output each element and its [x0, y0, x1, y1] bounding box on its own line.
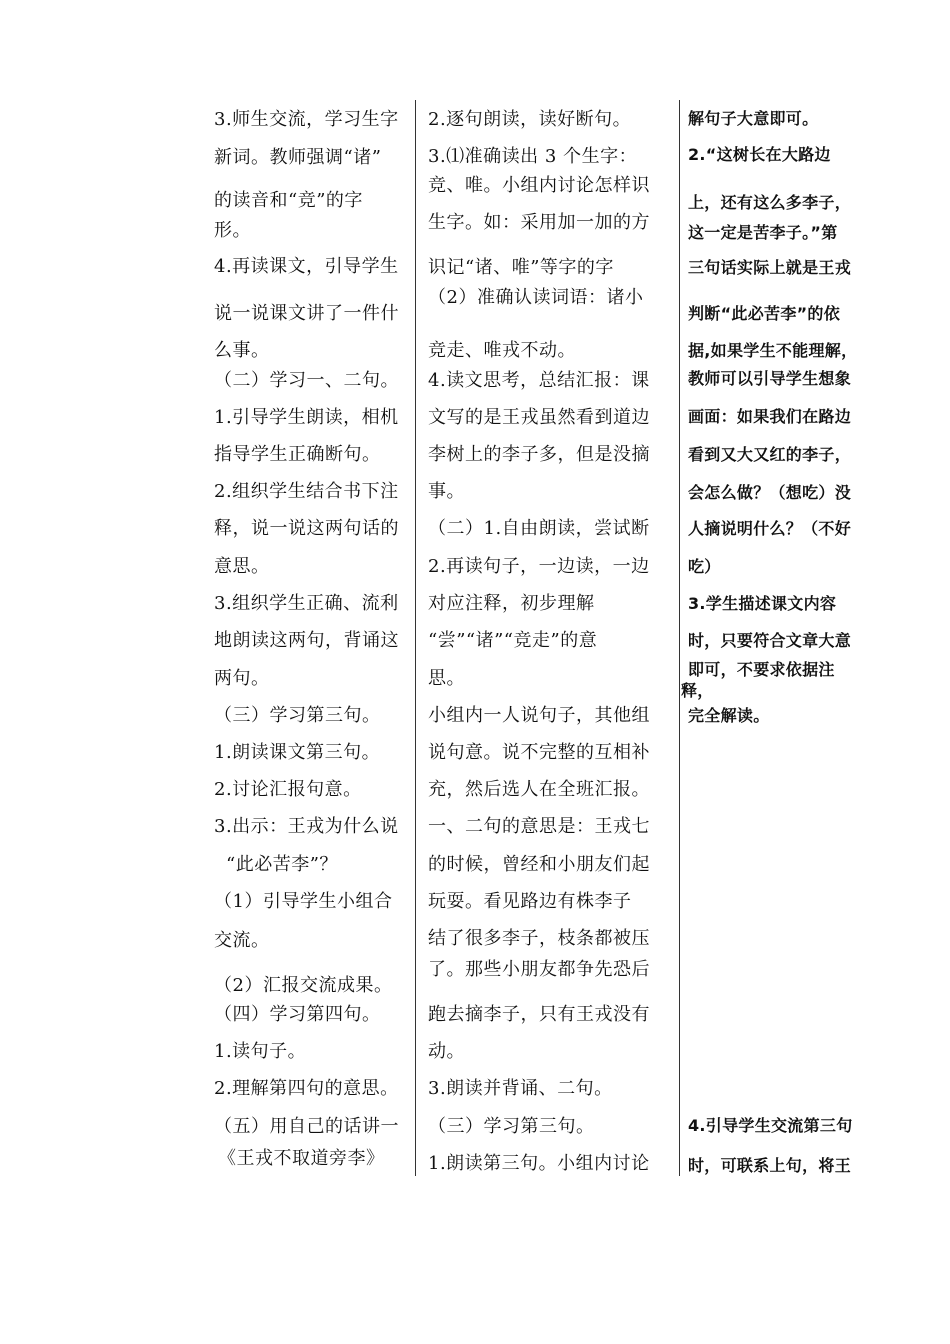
text-line: 的读音和“竞”的字	[214, 190, 363, 211]
text-line: 指导学生正确断句。	[214, 444, 381, 465]
text-line: 时，只要符合文章大意	[688, 631, 852, 650]
text-line: 画面：如果我们在路边	[688, 407, 852, 426]
text-line: 思。	[428, 668, 465, 689]
text-line: 4.再读课文，引导学生	[214, 256, 399, 277]
text-line: 一、二句的意思是：王戎七	[428, 816, 650, 837]
text-line: 的时候，曾经和小朋友们起	[428, 854, 650, 875]
text-line: 教师可以引导学生想象	[688, 369, 852, 388]
text-line: 释，说一说这两句话的	[214, 518, 399, 539]
text-line: 两句。	[214, 668, 270, 689]
text-line: 2.理解第四句的意思。	[214, 1078, 399, 1099]
text-line: 3.⑴准确读出 3 个生字：	[428, 146, 638, 167]
text-line: （二）学习一、二句。	[214, 370, 399, 391]
column-divider-left	[415, 100, 416, 1176]
text-line: 1.读句子。	[214, 1041, 307, 1062]
text-line: 说句意。说不完整的互相补	[428, 742, 650, 763]
text-line: 1.引导学生朗读，相机	[214, 407, 399, 428]
text-line: 2.组织学生结合书下注	[214, 481, 399, 502]
text-line: 3.学生描述课文内容	[688, 594, 837, 613]
text-line: 文写的是王戎虽然看到道边	[428, 407, 650, 428]
text-line: 对应注释，初步理解	[428, 593, 595, 614]
text-line: 据,如果学生不能理解，	[688, 341, 858, 360]
text-line: 玩耍。看见路边有株李子	[428, 891, 632, 912]
text-line: 4.引导学生交流第三句	[688, 1116, 853, 1135]
text-line: 会怎么做？（想吃）没	[688, 483, 852, 502]
text-line: 时，可联系上句，将王	[688, 1156, 852, 1175]
text-line: （五）用自己的话讲一	[214, 1116, 399, 1137]
text-line: 释，	[681, 681, 714, 700]
text-line: （1）引导学生小组合	[214, 891, 393, 912]
text-line: 小组内一人说句子，其他组	[428, 705, 650, 726]
text-line: 充，然后选人在全班汇报。	[428, 779, 650, 800]
text-line: 了。那些小朋友都争先恐后	[428, 959, 650, 980]
text-line: （四）学习第四句。	[214, 1004, 381, 1025]
text-line: 完全解读。	[688, 706, 770, 725]
text-line: 解句子大意即可。	[688, 109, 819, 128]
text-line: 上，还有这么多李子，	[688, 193, 852, 212]
text-line: 1.朗读第三句。小组内讨论	[428, 1153, 650, 1174]
column-divider-right	[679, 100, 680, 1176]
text-line: 3.组织学生正确、流利	[214, 593, 399, 614]
text-line: 2.再读句子，一边读，一边	[428, 556, 650, 577]
text-line: 看到又大又红的李子，	[688, 445, 852, 464]
text-line: 人摘说明什么？（不好	[688, 519, 852, 538]
text-line: （三）学习第三句。	[428, 1116, 595, 1137]
text-line: （2）准确认读词语：诸小	[428, 287, 644, 308]
text-line: （二）1.自由朗读，尝试断	[428, 518, 650, 539]
text-line: 说一说课文讲了一件什	[214, 303, 399, 324]
text-line: 动。	[428, 1041, 465, 1062]
text-line: “此必苦李”？	[226, 854, 338, 875]
text-line: 2.逐句朗读，读好断句。	[428, 109, 632, 130]
text-line: 2.“这树长在大路边	[688, 145, 831, 164]
text-line: 竞、唯。小组内讨论怎样识	[428, 175, 650, 196]
text-line: 竞走、唯戎不动。	[428, 340, 576, 361]
text-line: 生字。如：采用加一加的方	[428, 212, 650, 233]
text-line: （2）汇报交流成果。	[214, 975, 393, 996]
text-line: 即可，不要求依据注	[688, 660, 835, 679]
text-line: 跑去摘李子，只有王戎没有	[428, 1004, 650, 1025]
text-line: 李树上的李子多，但是没摘	[428, 444, 650, 465]
text-line: “尝”“诸”“竞走”的意	[428, 630, 598, 651]
text-line: 么事。	[214, 340, 270, 361]
text-line: 3.出示：王戎为什么说	[214, 816, 399, 837]
text-line: 3.朗读并背诵、二句。	[428, 1078, 613, 1099]
text-line: 1.朗读课文第三句。	[214, 742, 381, 763]
text-line: 地朗读这两句，背诵这	[214, 630, 399, 651]
text-line: 判断“此必苦李”的依	[688, 304, 841, 323]
text-line: （三）学习第三句。	[214, 705, 381, 726]
text-line: 吃）	[688, 557, 721, 576]
text-line: 3.师生交流，学习生字	[214, 109, 399, 130]
text-line: 4.读文思考，总结汇报：课	[428, 370, 650, 391]
text-line: 事。	[428, 481, 465, 502]
text-line: 2.讨论汇报句意。	[214, 779, 362, 800]
text-line: 三句话实际上就是王戎	[688, 258, 852, 277]
text-line: 《王戎不取道旁李》	[218, 1148, 385, 1169]
text-line: 交流。	[214, 930, 270, 951]
text-line: 新词。教师强调“诸”	[214, 147, 382, 168]
text-line: 这一定是苦李子。”第	[688, 223, 838, 242]
text-line: 识记“诸、唯”等字的字	[428, 257, 614, 278]
text-line: 形。	[214, 220, 251, 241]
text-line: 意思。	[214, 556, 270, 577]
text-line: 结了很多李子，枝条都被压	[428, 928, 650, 949]
